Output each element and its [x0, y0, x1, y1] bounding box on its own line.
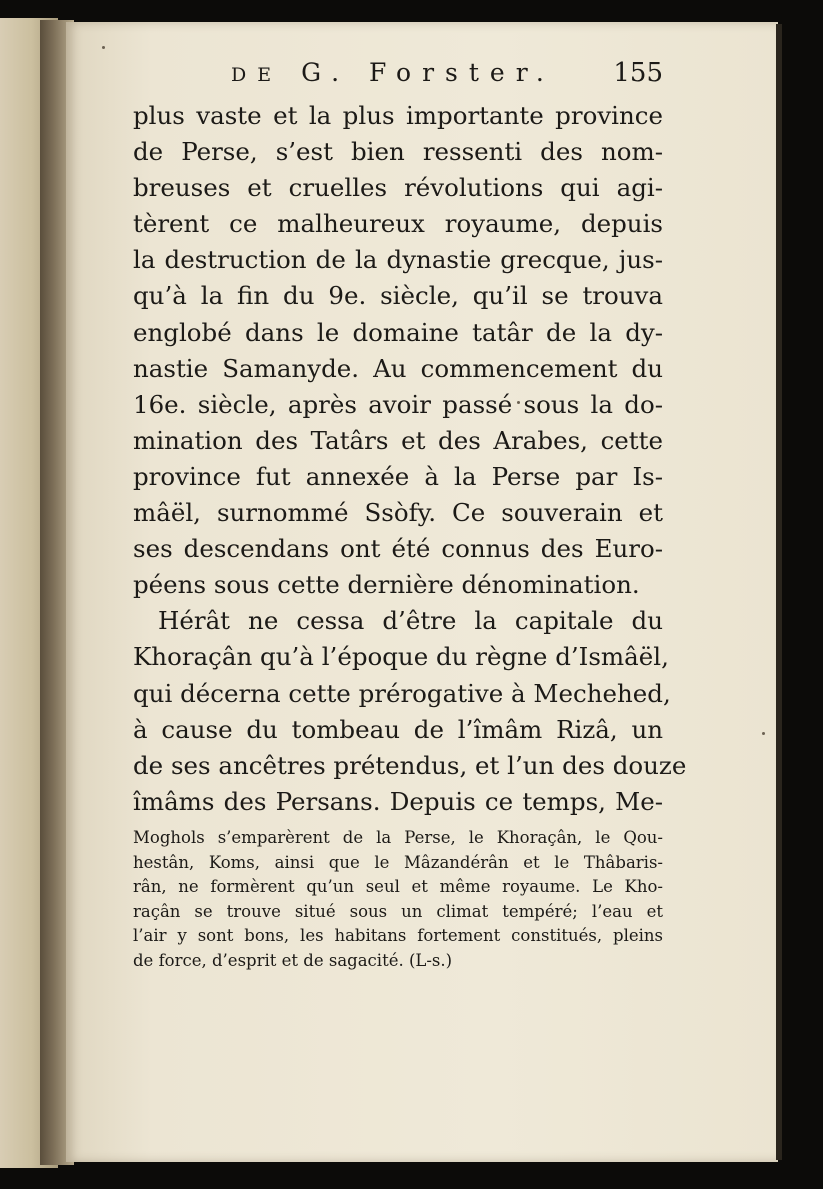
footnote-line: l’air y sont bons, les habitans fortement constitués, pleins [133, 926, 663, 945]
body-line: province fut annexée à la Perse par Is- [133, 461, 663, 491]
body-line: qu’à la fin du 9e. siècle, qu’il se trouva [133, 281, 663, 311]
body-line: mâël, surnommé Ssòfy. Ce souverain et [133, 498, 663, 528]
running-head-title [231, 58, 555, 87]
body-line: ses descendans ont été connus des Euro- [133, 534, 663, 564]
body-text [133, 98, 687, 820]
body-line: mination des Tatârs et des Arabes, cette [133, 425, 663, 455]
running-head-prefix: DE [231, 64, 283, 86]
footnote [133, 826, 663, 973]
paper-speck [762, 732, 765, 735]
footnote-line: raçân se trouve situé sous un climat tempéré; l’eau et [133, 901, 663, 921]
body-line: Khoraçân qu’à l’époque du règne d’Ismâël, [133, 642, 669, 672]
page-number: 155 [613, 58, 663, 88]
body-line: plus vaste et la plus importante province [133, 101, 663, 130]
body-line: tèrent ce malheureux royaume, depuis [133, 209, 663, 239]
body-line: nastie Samanyde. Au commencement du [133, 353, 663, 383]
body-line: îmâms des Persans. Depuis ce temps, Me- [133, 786, 663, 816]
body-line: englobé dans le domaine tatâr de la dy- [133, 317, 663, 347]
body-line: Hérât ne cessa d’être la capitale du [158, 606, 663, 636]
body-line: la destruction de la dynastie grecque, jus- [133, 245, 663, 275]
footnote-line: Moghols s’emparèrent de la Perse, le Khoraçân, le Qou- [133, 828, 663, 847]
footnote-line: rân, ne formèrent qu’un seul et même royaume. Le Kho- [133, 877, 663, 896]
page-right-edge [776, 24, 782, 1160]
running-head [133, 58, 663, 92]
footnote-line: de force, d’esprit et de sagacité. (L-s.) [133, 950, 453, 970]
paper-speck [102, 46, 105, 49]
body-line: qui décerna cette prérogative à Mechehed, [133, 678, 671, 708]
running-head-author: G. Forster. [301, 58, 555, 87]
body-line: breuses et cruelles révolutions qui agi- [133, 173, 663, 203]
body-line: à cause du tombeau de l’îmâm Rizâ, un [133, 714, 663, 744]
body-line: de Perse, s’est bien ressenti des nom- [133, 137, 663, 167]
body-line: péens sous cette dernière dénomination. [133, 570, 640, 600]
body-line: de ses ancêtres prétendus, et l’un des douze [133, 750, 687, 780]
body-line: 16e. siècle, après avoir passé sous la do- [133, 389, 663, 419]
footnote-line: hestân, Koms, ainsi que le Mâzandérân et le Thâbaris- [133, 852, 663, 872]
